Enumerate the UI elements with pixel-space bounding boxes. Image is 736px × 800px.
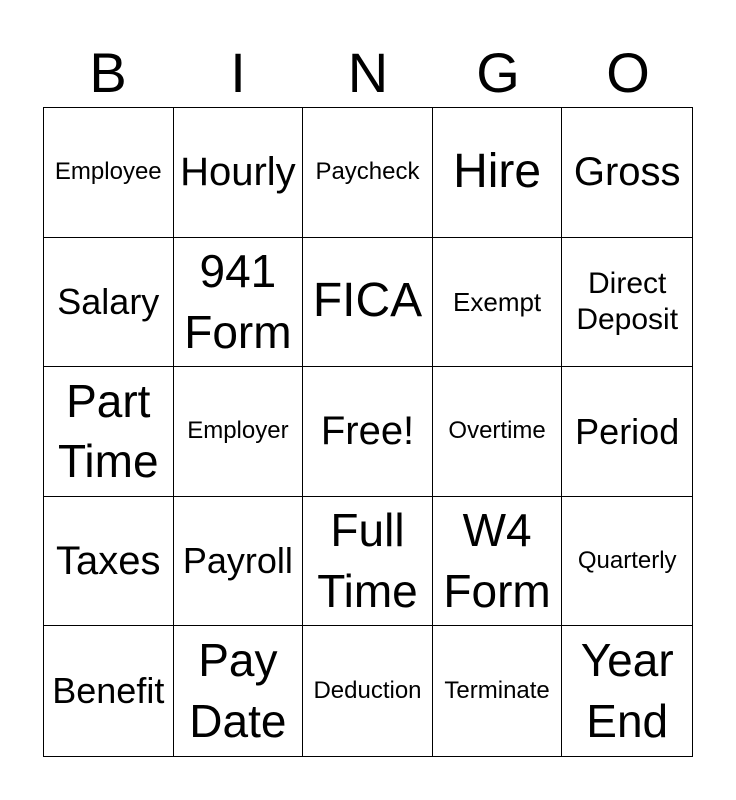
bingo-cell[interactable]: Overtime bbox=[433, 367, 563, 497]
bingo-cell[interactable]: Gross bbox=[562, 108, 692, 238]
bingo-cell[interactable]: Part Time bbox=[44, 367, 174, 497]
bingo-cell[interactable]: Exempt bbox=[433, 238, 563, 368]
bingo-cell[interactable]: Period bbox=[562, 367, 692, 497]
free-space-cell[interactable]: Free! bbox=[303, 367, 433, 497]
bingo-cell[interactable]: 941 Form bbox=[174, 238, 304, 368]
bingo-cell[interactable]: Direct Deposit bbox=[562, 238, 692, 368]
bingo-cell[interactable]: Deduction bbox=[303, 626, 433, 756]
header-letter-b: B bbox=[89, 41, 127, 104]
bingo-cell[interactable]: Employer bbox=[174, 367, 304, 497]
bingo-cell[interactable]: Taxes bbox=[44, 497, 174, 627]
bingo-cell[interactable]: Hire bbox=[433, 108, 563, 238]
header-letter-o: O bbox=[606, 41, 650, 104]
bingo-cell[interactable]: Benefit bbox=[44, 626, 174, 756]
bingo-board bbox=[43, 107, 693, 757]
bingo-cell[interactable]: Employee bbox=[44, 108, 174, 238]
bingo-cell[interactable]: Hourly bbox=[174, 108, 304, 238]
header-letter-n: N bbox=[347, 41, 389, 104]
bingo-cell[interactable]: FICA bbox=[303, 238, 433, 368]
bingo-cell[interactable]: Quarterly bbox=[562, 497, 692, 627]
bingo-cell[interactable]: Full Time bbox=[303, 497, 433, 627]
bingo-cell[interactable]: Salary bbox=[44, 238, 174, 368]
bingo-cell[interactable]: Terminate bbox=[433, 626, 563, 756]
bingo-cell[interactable]: W4 Form bbox=[433, 497, 563, 627]
header-letter-i: I bbox=[230, 41, 246, 104]
bingo-cell[interactable]: Paycheck bbox=[303, 108, 433, 238]
bingo-cell[interactable]: Year End bbox=[580, 634, 674, 748]
bingo-cell[interactable]: Payroll bbox=[174, 497, 304, 627]
bingo-header bbox=[43, 40, 693, 106]
header-letter-g: G bbox=[476, 41, 520, 104]
bingo-cell[interactable]: Pay Date bbox=[174, 626, 304, 756]
